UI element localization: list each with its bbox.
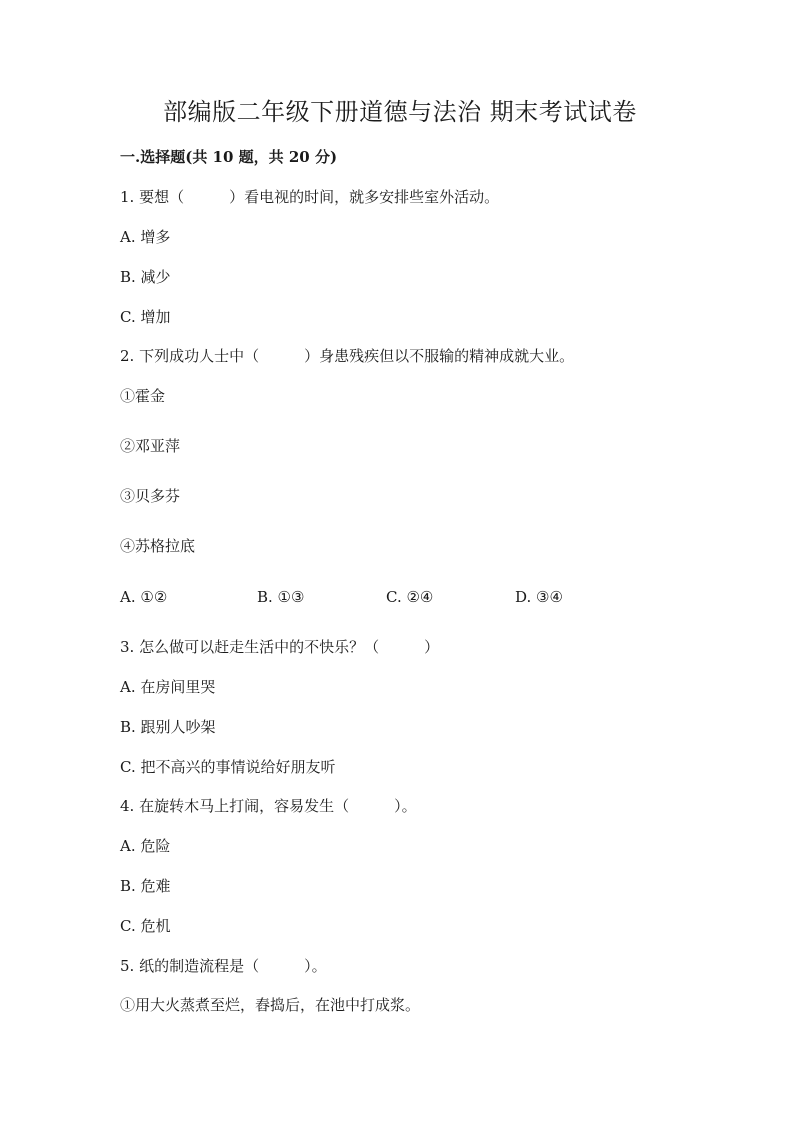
question-2-option-a: A. ①② — [120, 588, 168, 606]
question-1-option-c: C. 增加 — [120, 308, 171, 326]
question-2-item-4: ④苏格拉底 — [120, 537, 196, 555]
question-2-option-d: D. ③④ — [515, 588, 563, 606]
question-2-item-3: ③贝多芬 — [120, 487, 181, 505]
question-4-stem: 4. 在旋转木马上打闹，容易发生（ ）。 — [120, 797, 417, 815]
question-4-option-a: A. 危险 — [120, 837, 171, 855]
question-2-option-b: B. ①③ — [257, 588, 305, 606]
page-title: 部编版二年级下册道德与法治 期末考试试卷 — [163, 98, 637, 126]
question-1-option-a: A. 增多 — [120, 228, 171, 246]
question-2-item-2: ②邓亚萍 — [120, 437, 181, 455]
question-3-option-c: C. 把不高兴的事情说给好朋友听 — [120, 758, 336, 776]
question-2-item-1: ①霍金 — [120, 387, 166, 405]
question-2-stem: 2. 下列成功人士中（ ）身患残疾但以不服输的精神成就大业。 — [120, 347, 575, 365]
question-5-stem: 5. 纸的制造流程是（ ）。 — [120, 957, 327, 975]
question-3-option-b: B. 跟别人吵架 — [120, 718, 216, 736]
question-5-item-1: ①用大火蒸煮至烂，舂捣后，在池中打成浆。 — [120, 996, 421, 1014]
question-4-option-b: B. 危难 — [120, 877, 171, 895]
question-1-option-b: B. 减少 — [120, 268, 171, 286]
question-3-option-a: A. 在房间里哭 — [120, 678, 216, 696]
question-1-stem: 1. 要想（ ）看电视的时间，就多安排些室外活动。 — [120, 188, 500, 206]
question-3-stem: 3. 怎么做可以赶走生活中的不快乐？（ ） — [120, 638, 440, 656]
section-heading: 一.选择题(共 10 题，共 20 分) — [120, 148, 338, 166]
question-4-option-c: C. 危机 — [120, 917, 171, 935]
question-2-options — [120, 586, 680, 608]
question-2-option-c: C. ②④ — [386, 588, 434, 606]
